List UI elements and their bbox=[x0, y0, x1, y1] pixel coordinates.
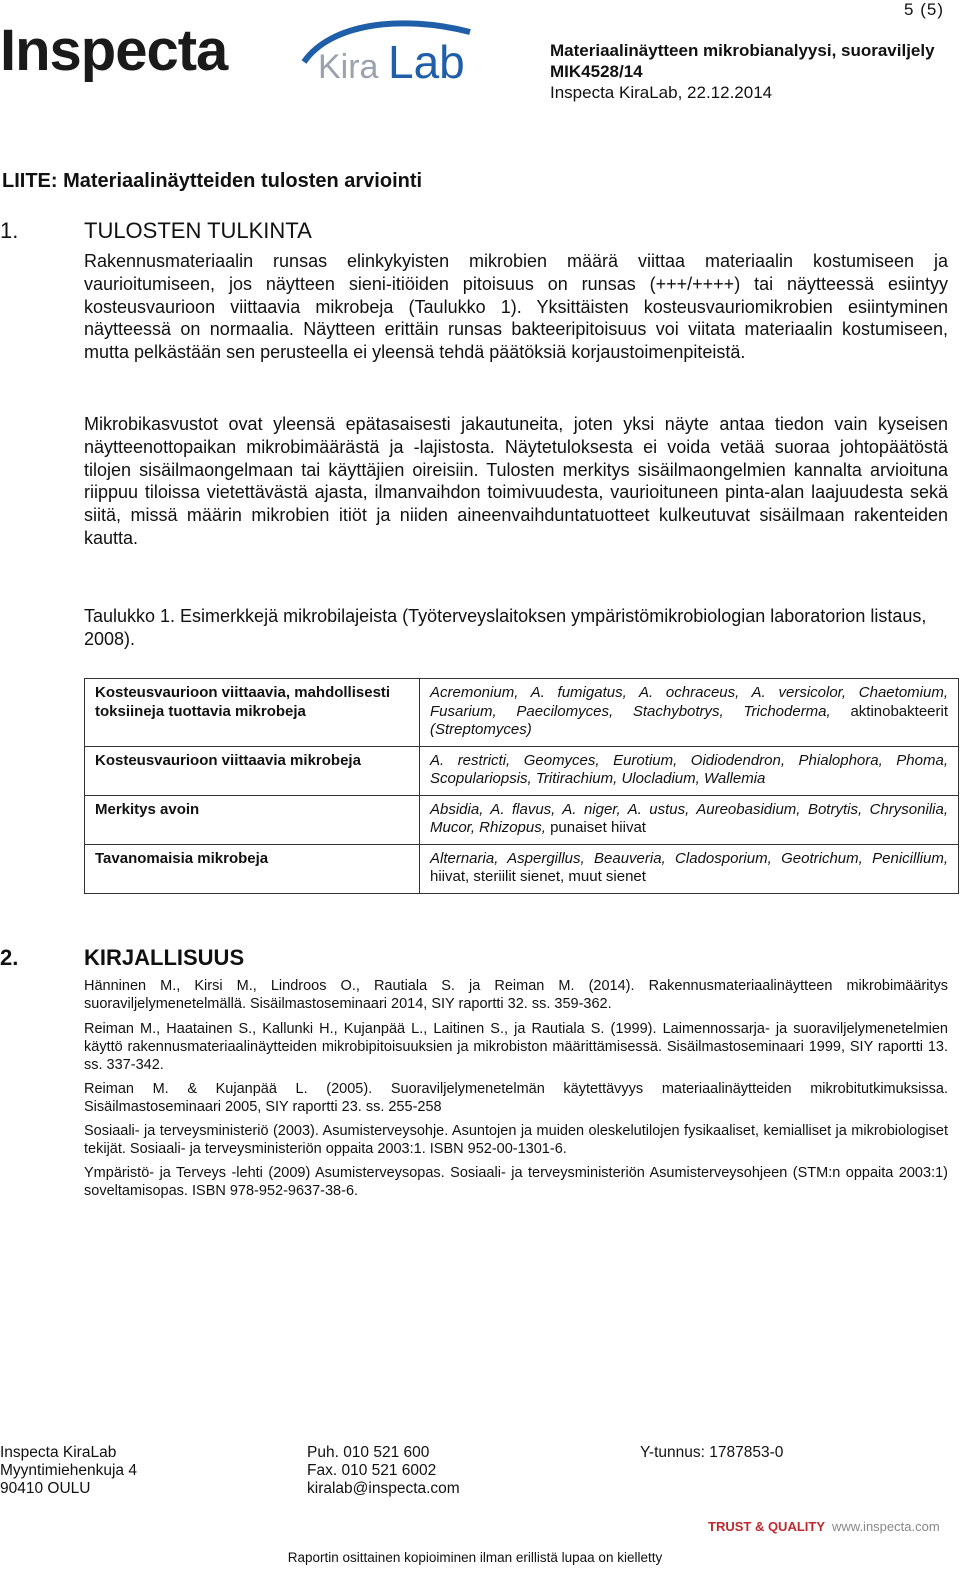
species-extra: punaiset hiivat bbox=[550, 819, 646, 836]
footer-ytunnus: Y-tunnus: 1787853-0 bbox=[640, 1444, 784, 1461]
report-org-date: Inspecta KiraLab, 22.12.2014 bbox=[550, 83, 773, 102]
paragraph: Rakennusmateriaalin runsas elinkykyisten mikrobien määrä viittaa materiaalin kostumiseen ja vaurioitumiseen, jos näytteen sieni-itiöiden pitoisuus on runsas (+++/++++) tai näytteessä esiintyy kosteusvaurioon viittaavia mikrobeja (Taulukko 1). Yksittäisten kosteusvauriomikrobien esiintyminen näytteessä on normaalia. Näytteen erittäin runsas bakteeripitoisuus voi viitata materiaalin kostumiseen, mutta pelkästään sen perusteella ei yleensä tehdä päätöksiä korjaustoimenpiteistä. bbox=[84, 251, 948, 363]
footer-street: Myyntimiehenkuja 4 bbox=[0, 1462, 137, 1479]
section-number: 2. bbox=[0, 945, 19, 970]
appendix-title: LIITE: Materiaalinäytteiden tulosten arviointi bbox=[2, 170, 423, 192]
species-list: Alternaria, Aspergillus, Beauveria, Cladosporium, Geotrichum, Penicillium, bbox=[430, 849, 948, 867]
table-cell-species bbox=[420, 844, 959, 893]
microbe-table bbox=[84, 678, 959, 894]
table-cell-species bbox=[420, 679, 959, 747]
inspecta-logo: Inspecta bbox=[0, 18, 228, 83]
table-cell-category: Merkitys avoin bbox=[85, 795, 420, 844]
table-cell-category: Tavanomaisia mikrobeja bbox=[85, 844, 420, 893]
table-row bbox=[85, 795, 959, 844]
species-extra: hiivat, steriilit sienet, muut sienet bbox=[430, 868, 646, 885]
section-title: TULOSTEN TULKINTA bbox=[84, 218, 312, 243]
table-caption: Taulukko 1. Esimerkkejä mikrobilajeista (Työterveyslaitoksen ympäristömikrobiologian laboratorion listaus, 2008). bbox=[84, 606, 927, 649]
footer-company: Inspecta KiraLab bbox=[0, 1444, 117, 1461]
reference: Hänninen M., Kirsi M., Lindroos O., Rautiala S. ja Reiman M. (2014). Rakennusmateriaalinäytteen mikrobimääritys suoraviljelymenetelmällä. Sisäilmastoseminaari 2014, SIY raportti 32. ss. 359-362. bbox=[84, 978, 948, 1012]
footer-contact bbox=[307, 1444, 460, 1498]
table-cell-category: Kosteusvaurioon viittaavia mikrobeja bbox=[85, 746, 420, 795]
reference: Reiman M., Haatainen S., Kallunki H., Kujanpää L., Laitinen S., ja Rautiala S. (1999). Laimennossarja- ja suoraviljelymenetelmien käyttö rakennusmateriaalinäytteiden mikrobipitoisuuksien ja mikrobiston määrittämisessä. Sisäilmastoseminaari 1999, SIY raportti 13. ss. 337-342. bbox=[84, 1021, 948, 1073]
document-header bbox=[550, 40, 935, 103]
table-row bbox=[85, 679, 959, 747]
page-number: 5 (5) bbox=[904, 0, 944, 19]
table-cell-species bbox=[420, 795, 959, 844]
table-cell-species bbox=[420, 746, 959, 795]
section-title: KIRJALLISUUS bbox=[84, 945, 245, 970]
table-row bbox=[85, 746, 959, 795]
report-title: Materiaalinäytteen mikrobianalyysi, suoraviljely bbox=[550, 41, 935, 60]
kiralab-logo bbox=[300, 18, 500, 88]
footer-address bbox=[0, 1444, 137, 1498]
footer-email: kiralab@inspecta.com bbox=[307, 1480, 460, 1497]
table-row bbox=[85, 844, 959, 893]
species-list: Acremonium, A. fumigatus, A. ochraceus, A. versicolor, Chaetomium, Fusarium, Paecilomyces, Stachybotrys, Trichoderma, bbox=[430, 684, 948, 720]
reference: Ympäristö- ja Terveys -lehti (2009) Asumisterveysopas. Sosiaali- ja terveysministeriön Asumisterveysohjeen (STM:n oppaita 2003:1) soveltamisopas. ISBN 978-952-9637-38-6. bbox=[84, 1165, 948, 1199]
kiralab-logo-kira: Kira bbox=[318, 48, 379, 86]
section-heading-1 bbox=[0, 218, 312, 244]
copy-notice: Raportin osittainen kopioiminen ilman erillistä lupaa on kielletty bbox=[287, 1550, 663, 1565]
section-heading-2 bbox=[0, 945, 244, 971]
paragraph: Mikrobikasvustot ovat yleensä epätasaisesti jakautuneita, joten yksi näyte antaa tiedon vain kyseisen näytteenottopaikan mikrobimäärästä ja -lajistosta. Näytetuloksesta ei voida vetää suoraa johtopäätöstä tilojen sisäilmaongelmaan tai käyttäjien oireisiin. Tulosten merkitys sisäilmaongelmien kannalta arvioituna riippuu tiloissa vietettävästä ajasta, ilmanvaihdon toimivuudesta, vaurioituneen pinta-alan laajuudesta sekä siitä, missä määrin mikrobien itiöt ja niiden aineenvaihduntatuotteet kulkeutuvat sisäilmaan rakenteiden kautta. bbox=[84, 414, 948, 548]
species-extra: aktinobakteerit bbox=[850, 702, 948, 720]
footer-website: www.inspecta.com bbox=[832, 1519, 940, 1534]
section-number: 1. bbox=[0, 218, 19, 243]
species-extra-2: (Streptomyces) bbox=[430, 721, 532, 738]
footer-phone: Puh. 010 521 600 bbox=[307, 1444, 430, 1461]
report-code: MIK4528/14 bbox=[550, 62, 643, 81]
species-list: A. restricti, Geomyces, Eurotium, Oidiodendron, Phialophora, Phoma, Scopulariopsis, Tritirachium, Ulocladium, Wallemia bbox=[430, 751, 948, 787]
species-list: Absidia, A. flavus, A. niger, A. ustus, Aureobasidium, Botrytis, Chrysonilia, Mucor, Rhizopus, bbox=[430, 800, 948, 836]
trust-quality-slogan: TRUST & QUALITY bbox=[708, 1519, 825, 1534]
footer-postal: 90410 OULU bbox=[0, 1480, 91, 1497]
reference: Sosiaali- ja terveysministeriö (2003). Asumisterveysohje. Asuntojen ja muiden oleskelutilojen fysikaaliset, kemialliset ja mikrobiologiset tekijät. Sosiaali- ja terveysministeriön oppaita 2003:1. ISBN 952-00-1301-6. bbox=[84, 1123, 948, 1157]
footer-business-id bbox=[640, 1444, 783, 1462]
table-cell-category: Kosteusvaurioon viittaavia, mahdollisesti toksiineja tuottavia mikrobeja bbox=[85, 679, 420, 747]
footer-fax: Fax. 010 521 6002 bbox=[307, 1462, 437, 1479]
reference: Reiman M. & Kujanpää L. (2005). Suoraviljelymenetelmän käytettävyys materiaalinäytteiden mikrobitutkimuksissa. Sisäilmastoseminaari 2005, SIY raportti 23. ss. 255-258 bbox=[84, 1081, 948, 1115]
kiralab-logo-lab: Lab bbox=[388, 36, 465, 88]
